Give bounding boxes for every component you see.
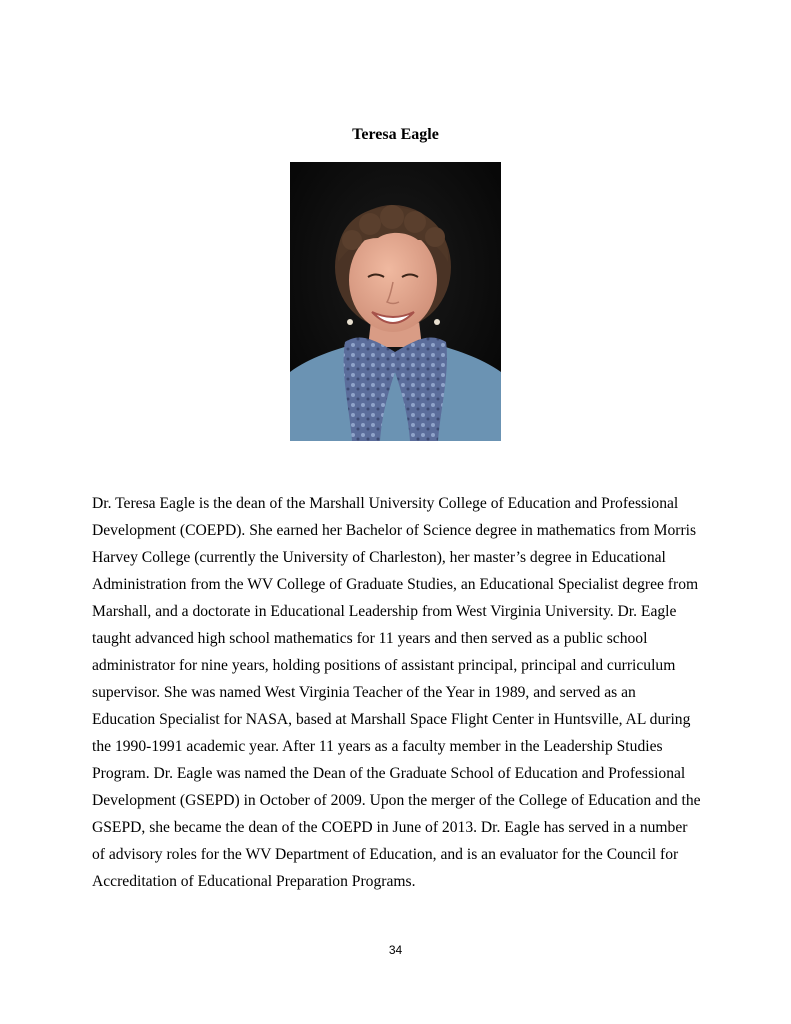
biography-paragraph: Dr. Teresa Eagle is the dean of the Marshall University College of Education and Professional Development (COEPD). She earned her Bachelor of Science degree in mathematics from Morris Harvey College (currently the University of Charleston), her master’s degree in Educational Administration from the WV College of Graduate Studies, an Educational Specialist degree from Marshall, and a doctorate in Educational Leadership from West Virginia University. Dr. Eagle taught advanced high school mathematics for 11 years and then served as a public school administrator for nine years, holding positions of assistant principal, principal and curriculum supervisor. She was named West Virginia Teacher of the Year in 1989, and served as an Education Specialist for NASA, based at Marshall Space Flight Center in Huntsville, AL during the 1990-1991 academic year. After 11 years as a faculty member in the Leadership Studies Program. Dr. Eagle was named the Dean of the Graduate School of Education and Professional Development (GSEPD) in October of 2009. Upon the merger of the College of Education and the GSEPD, she became the dean of the COEPD in June of 2013. Dr. Eagle has served in a number of advisory roles for the WV Department of Education, and is an evaluator for the Council for Accreditation of Educational Preparation Programs.	[92, 495, 701, 890]
page-number: 34	[388, 943, 403, 957]
portrait-photo	[290, 162, 501, 441]
page-title: Teresa Eagle	[352, 126, 439, 143]
